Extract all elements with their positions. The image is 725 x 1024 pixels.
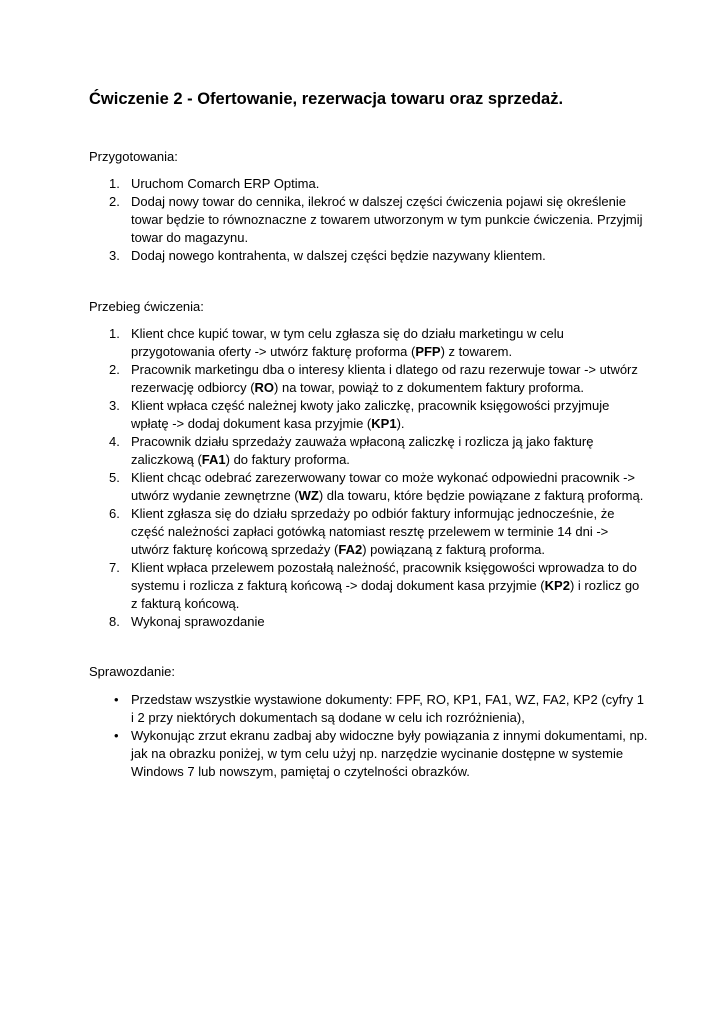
list-item [89,505,649,559]
list-item [89,361,649,397]
list-item [89,193,649,247]
text-run: Przedstaw wszystkie wystawione dokumenty: FPF, RO, KP1, FA1, WZ, FA2, KP2 (cyfry 1 i 2 przy niektórych dokumentach są dodane w celu ich rozróżnienia), [131,692,644,725]
document-code: FA2 [338,542,363,557]
list-item [89,613,649,631]
text-run: ). [396,416,405,431]
text-run: ) powiązaną z fakturą proforma. [362,542,546,557]
list-item [89,433,649,469]
item-text [131,728,648,779]
text-run: Dodaj nowego kontrahenta, w dalszej części będzie nazywany klientem. [131,248,546,263]
item-text [131,506,614,557]
bullet-icon: • [114,692,119,707]
list-item [89,691,649,727]
text-run: Pracownik działu sprzedaży zauważa wpłaconą zaliczkę i rozlicza ją jako fakturę zaliczkową ( [131,434,594,467]
document-code: RO [254,380,275,395]
page-title: Ćwiczenie 2 - Ofertowanie, rezerwacja towaru oraz sprzedaż. [89,90,564,108]
item-text [131,398,609,431]
text-run: Klient chcąc odebrać zarezerwowany towar co może wykonać odpowiedni pracownik -> utwórz wydanie zewnętrzne ( [131,470,635,503]
preparation-heading: Przygotowania: [89,149,178,164]
text-run: Klient wpłaca przelewem pozostałą należność, pracownik księgowości wprowadza to do systemu i rozlicza z fakturą końcową -> dodaj dokument kasa przyjmie ( [131,560,637,593]
text-run: Pracownik marketingu dba o interesy klienta i dlatego od razu rezerwuje towar -> utwórz rezerwację odbiorcy ( [131,362,638,395]
course-heading: Przebieg ćwiczenia: [89,299,204,314]
item-number: 2. [109,194,120,209]
document-code: WZ [298,488,319,503]
document-code: KP1 [371,416,397,431]
item-text [131,614,265,629]
item-text [131,434,593,467]
item-number: 2. [109,362,120,377]
item-number: 1. [109,176,120,191]
list-item [89,469,649,505]
list-item [89,247,649,265]
document-code: PFP [415,344,441,359]
item-number: 3. [109,248,120,263]
text-run: Klient zgłasza się do działu sprzedaży po odbiór faktury informując jednocześnie, że część należności zapłaci gotówką natomiast resztę przelewem w terminie 14 dni -> utwórz fakturę końcową sprzedaży ( [131,506,615,557]
item-number: 7. [109,560,120,575]
course-list [89,325,649,631]
text-run: Wykonaj sprawozdanie [131,614,265,629]
bullet-icon: • [114,728,119,743]
text-run: ) dla towaru, które będzie powiązane z fakturą proformą. [318,488,644,503]
document-code: KP2 [544,578,570,593]
text-run: ) i rozlicz go z fakturą końcową. [131,578,640,611]
text-run: Klient chce kupić towar, w tym celu zgłasza się do działu marketingu w celu przygotowania oferty -> utwórz fakturę proforma ( [131,326,564,359]
item-text [131,560,639,611]
item-text [131,248,546,263]
text-run: Uruchom Comarch ERP Optima. [131,176,320,191]
text-run: ) na towar, powiąż to z dokumentem faktury proforma. [274,380,585,395]
list-item [89,325,649,361]
item-text [131,692,644,725]
preparation-list [89,175,649,265]
list-item [89,559,649,613]
report-heading: Sprawozdanie: [89,664,175,679]
list-item [89,727,649,781]
item-number: 8. [109,614,120,629]
list-item [89,397,649,433]
text-run: ) do faktury proforma. [225,452,350,467]
list-item [89,175,649,193]
item-number: 1. [109,326,120,341]
text-run: Wykonując zrzut ekranu zadbaj aby widoczne były powiązania z innymi dokumentami, np. jak na obrazku poniżej, w tym celu użyj np. narzędzie wycinanie dostępne w systemie Windows 7 lub nowszym, pamiętaj o czytelności obrazków. [131,728,648,779]
text-run: Klient wpłaca część należnej kwoty jako zaliczkę, pracownik księgowości przyjmuje wpłatę -> dodaj dokument kasa przyjmie ( [131,398,610,431]
item-text [131,176,319,191]
item-number: 3. [109,398,120,413]
text-run: Dodaj nowy towar do cennika, ilekroć w dalszej części ćwiczenia pojawi się określenie towar będzie to równoznaczne z towarem utworzonym w tym punkcie ćwiczenia. Przyjmij towar do magazynu. [131,194,643,245]
item-text [131,194,643,245]
item-text [131,470,643,503]
item-text [131,362,638,395]
item-number: 6. [109,506,120,521]
item-number: 4. [109,434,120,449]
report-list [89,691,649,781]
item-number: 5. [109,470,120,485]
text-run: ) z towarem. [440,344,513,359]
document-code: FA1 [201,452,226,467]
item-text [131,326,564,359]
